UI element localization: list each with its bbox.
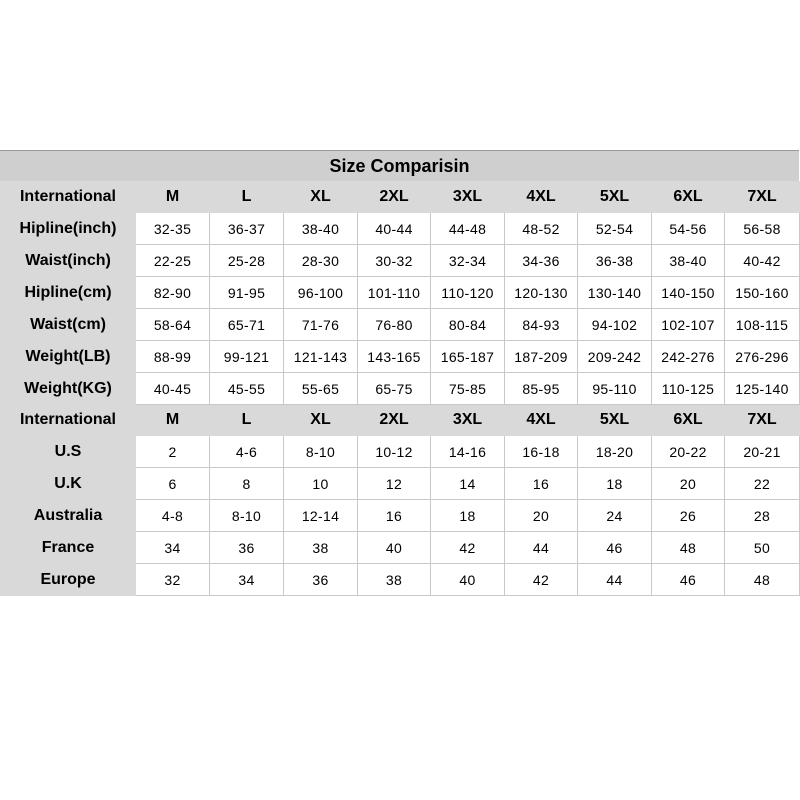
table-cell: 16 xyxy=(358,500,431,532)
row-label: Europe xyxy=(1,564,136,596)
size-header-xl: XL xyxy=(284,405,358,436)
table-cell: 65-75 xyxy=(358,373,431,405)
size-chart xyxy=(0,150,799,596)
size-header-4xl: 4XL xyxy=(505,182,578,213)
table-cell: 22 xyxy=(725,468,800,500)
table-cell: 102-107 xyxy=(652,309,725,341)
size-header-3xl: 3XL xyxy=(431,182,505,213)
table-cell: 40 xyxy=(358,532,431,564)
table-cell: 38 xyxy=(284,532,358,564)
row-label: Hipline(cm) xyxy=(1,277,136,309)
table-cell: 108-115 xyxy=(725,309,800,341)
table-row xyxy=(1,468,800,500)
table-row xyxy=(1,245,800,277)
table-cell: 32-35 xyxy=(136,213,210,245)
table-cell: 46 xyxy=(652,564,725,596)
row-label: Waist(cm) xyxy=(1,309,136,341)
table-cell: 76-80 xyxy=(358,309,431,341)
table-cell: 71-76 xyxy=(284,309,358,341)
table-cell: 91-95 xyxy=(210,277,284,309)
table-cell: 50 xyxy=(725,532,800,564)
table-cell: 32-34 xyxy=(431,245,505,277)
table-cell: 8 xyxy=(210,468,284,500)
table-cell: 40 xyxy=(431,564,505,596)
table-row xyxy=(1,277,800,309)
table-cell: 36-37 xyxy=(210,213,284,245)
table-cell: 82-90 xyxy=(136,277,210,309)
table-cell: 18-20 xyxy=(578,436,652,468)
table-cell: 10 xyxy=(284,468,358,500)
size-header-7xl: 7XL xyxy=(725,182,800,213)
row-label-international: International xyxy=(1,182,136,213)
table-cell: 18 xyxy=(578,468,652,500)
table-cell: 36 xyxy=(284,564,358,596)
table-cell: 42 xyxy=(431,532,505,564)
table-row xyxy=(1,213,800,245)
table-cell: 22-25 xyxy=(136,245,210,277)
table-cell: 48 xyxy=(725,564,800,596)
table-cell: 34 xyxy=(210,564,284,596)
table-row xyxy=(1,309,800,341)
table-cell: 48 xyxy=(652,532,725,564)
table-cell: 45-55 xyxy=(210,373,284,405)
table-cell: 36 xyxy=(210,532,284,564)
table-cell: 48-52 xyxy=(505,213,578,245)
size-header-l: L xyxy=(210,182,284,213)
table-cell: 242-276 xyxy=(652,341,725,373)
row-label-international: International xyxy=(1,405,136,436)
table-cell: 130-140 xyxy=(578,277,652,309)
table-cell: 56-58 xyxy=(725,213,800,245)
table-cell: 165-187 xyxy=(431,341,505,373)
table-cell: 96-100 xyxy=(284,277,358,309)
header-row-international xyxy=(1,405,800,436)
chart-title: Size Comparisin xyxy=(0,150,799,181)
table-cell: 110-120 xyxy=(431,277,505,309)
table-cell: 2 xyxy=(136,436,210,468)
table-cell: 42 xyxy=(505,564,578,596)
table-cell: 44 xyxy=(578,564,652,596)
row-label: Weight(LB) xyxy=(1,341,136,373)
table-cell: 125-140 xyxy=(725,373,800,405)
table-cell: 140-150 xyxy=(652,277,725,309)
table-cell: 40-44 xyxy=(358,213,431,245)
table-cell: 187-209 xyxy=(505,341,578,373)
table-cell: 101-110 xyxy=(358,277,431,309)
table-cell: 40-45 xyxy=(136,373,210,405)
table-cell: 52-54 xyxy=(578,213,652,245)
table-cell: 54-56 xyxy=(652,213,725,245)
table-cell: 18 xyxy=(431,500,505,532)
table-cell: 88-99 xyxy=(136,341,210,373)
table-row xyxy=(1,436,800,468)
table-cell: 16-18 xyxy=(505,436,578,468)
row-label: Hipline(inch) xyxy=(1,213,136,245)
table-cell: 4-8 xyxy=(136,500,210,532)
table-cell: 38 xyxy=(358,564,431,596)
table-cell: 110-125 xyxy=(652,373,725,405)
table-cell: 12-14 xyxy=(284,500,358,532)
table-cell: 36-38 xyxy=(578,245,652,277)
size-header-m: M xyxy=(136,405,210,436)
table-cell: 94-102 xyxy=(578,309,652,341)
table-cell: 65-71 xyxy=(210,309,284,341)
table-cell: 121-143 xyxy=(284,341,358,373)
size-header-m: M xyxy=(136,182,210,213)
row-label: U.S xyxy=(1,436,136,468)
table-cell: 34-36 xyxy=(505,245,578,277)
table-cell: 12 xyxy=(358,468,431,500)
size-header-4xl: 4XL xyxy=(505,405,578,436)
row-label: U.K xyxy=(1,468,136,500)
row-label: France xyxy=(1,532,136,564)
size-table xyxy=(0,181,800,596)
table-cell: 8-10 xyxy=(284,436,358,468)
table-cell: 58-64 xyxy=(136,309,210,341)
table-cell: 99-121 xyxy=(210,341,284,373)
table-cell: 20-22 xyxy=(652,436,725,468)
size-header-2xl: 2XL xyxy=(358,182,431,213)
size-header-6xl: 6XL xyxy=(652,405,725,436)
table-cell: 55-65 xyxy=(284,373,358,405)
table-row xyxy=(1,500,800,532)
size-header-2xl: 2XL xyxy=(358,405,431,436)
size-header-l: L xyxy=(210,405,284,436)
table-row xyxy=(1,564,800,596)
table-cell: 276-296 xyxy=(725,341,800,373)
table-cell: 28-30 xyxy=(284,245,358,277)
table-cell: 8-10 xyxy=(210,500,284,532)
size-header-xl: XL xyxy=(284,182,358,213)
size-header-5xl: 5XL xyxy=(578,182,652,213)
table-cell: 120-130 xyxy=(505,277,578,309)
table-cell: 20-21 xyxy=(725,436,800,468)
table-cell: 34 xyxy=(136,532,210,564)
table-cell: 16 xyxy=(505,468,578,500)
table-cell: 209-242 xyxy=(578,341,652,373)
table-cell: 38-40 xyxy=(652,245,725,277)
table-row xyxy=(1,532,800,564)
table-cell: 40-42 xyxy=(725,245,800,277)
table-cell: 75-85 xyxy=(431,373,505,405)
table-cell: 80-84 xyxy=(431,309,505,341)
table-cell: 4-6 xyxy=(210,436,284,468)
table-cell: 14 xyxy=(431,468,505,500)
table-cell: 143-165 xyxy=(358,341,431,373)
table-cell: 6 xyxy=(136,468,210,500)
table-cell: 95-110 xyxy=(578,373,652,405)
table-cell: 85-95 xyxy=(505,373,578,405)
table-cell: 84-93 xyxy=(505,309,578,341)
table-cell: 150-160 xyxy=(725,277,800,309)
row-label: Weight(KG) xyxy=(1,373,136,405)
table-cell: 46 xyxy=(578,532,652,564)
table-cell: 38-40 xyxy=(284,213,358,245)
table-cell: 10-12 xyxy=(358,436,431,468)
header-row-international xyxy=(1,182,800,213)
table-cell: 28 xyxy=(725,500,800,532)
size-header-3xl: 3XL xyxy=(431,405,505,436)
table-cell: 44-48 xyxy=(431,213,505,245)
table-cell: 20 xyxy=(652,468,725,500)
size-header-5xl: 5XL xyxy=(578,405,652,436)
row-label: Waist(inch) xyxy=(1,245,136,277)
table-row xyxy=(1,341,800,373)
size-header-7xl: 7XL xyxy=(725,405,800,436)
table-cell: 26 xyxy=(652,500,725,532)
table-cell: 30-32 xyxy=(358,245,431,277)
table-cell: 32 xyxy=(136,564,210,596)
table-cell: 24 xyxy=(578,500,652,532)
table-cell: 20 xyxy=(505,500,578,532)
table-cell: 14-16 xyxy=(431,436,505,468)
row-label: Australia xyxy=(1,500,136,532)
table-cell: 44 xyxy=(505,532,578,564)
table-cell: 25-28 xyxy=(210,245,284,277)
table-row xyxy=(1,373,800,405)
size-header-6xl: 6XL xyxy=(652,182,725,213)
